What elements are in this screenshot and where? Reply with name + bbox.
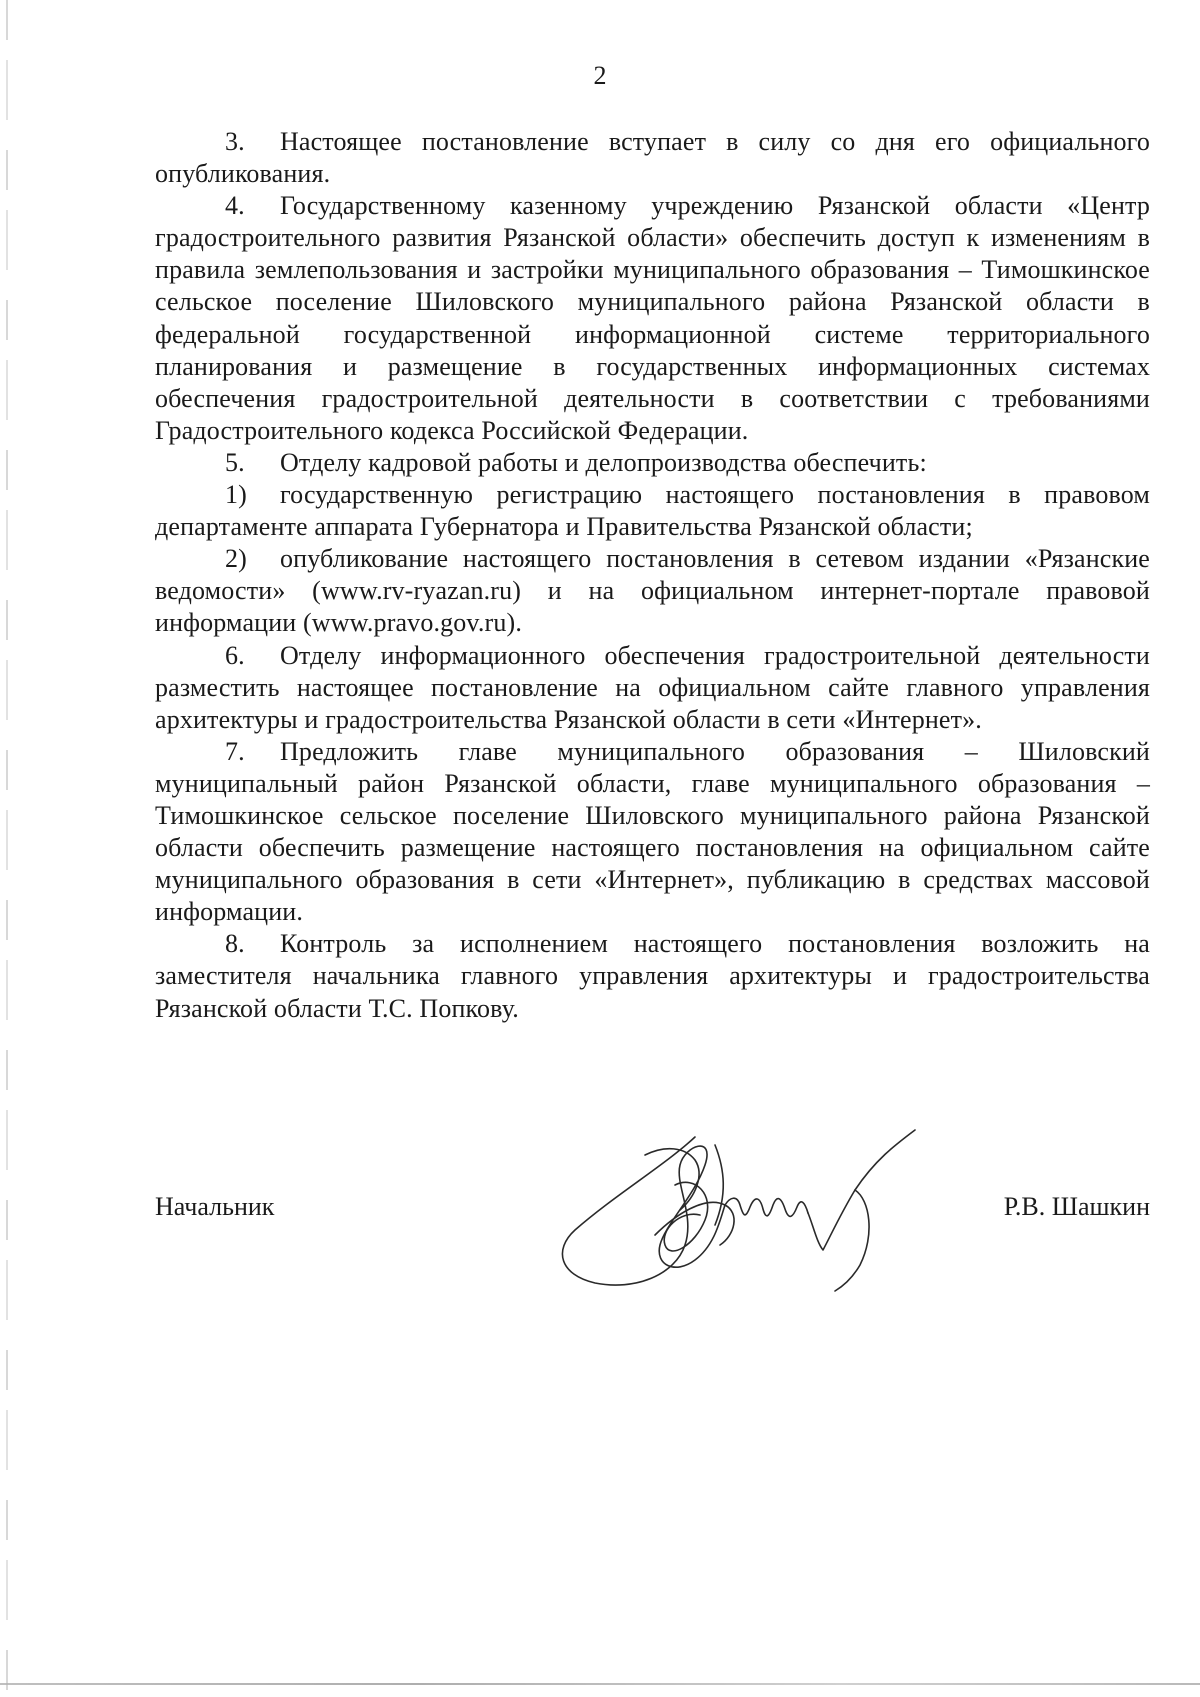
subparagraph-2 — [155, 543, 1150, 639]
paragraph-text: Отделу кадровой работы и делопроизводства обеспечить: — [280, 447, 927, 477]
subparagraph-1 — [155, 479, 1150, 543]
paragraph-6 — [155, 640, 1150, 736]
paragraph-number: 6. — [225, 640, 245, 670]
paragraph-text: Отделу информационного обеспечения градостроительной деятельности разместить настоящее постановление на официальном сайте главного управления архитектуры и градостроительства Рязанской области в сети «Интернет». — [155, 640, 1150, 734]
paragraph-8 — [155, 928, 1150, 1024]
paragraph-7 — [155, 736, 1150, 929]
paragraph-5 — [155, 447, 1150, 479]
paragraph-number: 8. — [225, 929, 245, 959]
paragraph-text: Настоящее постановление вступает в силу со дня его официального опубликования. — [155, 127, 1150, 189]
scan-edge-left — [6, 0, 8, 1697]
paragraph-text: опубликование настоящего постановления в сетевом издании «Рязанские ведомости» (www.rv-ryazan.ru) и на официальном интернет-портале правовой информации (www.pravo.gov.ru). — [155, 544, 1150, 638]
paragraph-text: Контроль за исполнением настоящего постановления возложить на заместителя начальника главного управления архитектуры и градостроительства Рязанской области Т.С. Попкову. — [155, 929, 1150, 1023]
paragraph-number: 7. — [225, 736, 245, 766]
paragraph-number: 4. — [225, 191, 245, 221]
scan-edge-bottom — [0, 1683, 1200, 1685]
signature-block — [155, 1191, 1150, 1231]
paragraph-number: 5. — [225, 447, 245, 477]
paragraph-text: Предложить главе муниципального образования – Шиловский муниципальный район Рязанской области, главе муниципального образования – Тимошкинское сельское поселение Шиловского муниципального района Рязанской области обеспечить размещение настоящего постановления на официальном сайте муниципального образования в сети «Интернет», публикацию в средствах массовой информации. — [155, 736, 1150, 927]
paragraph-text: Государственному казенному учреждению Рязанской области «Центр градостроительного развития Рязанской области» обеспечить доступ к изменениям в правила землепользования и застройки муниципального образования – Тимошкинское сельское поселение Шиловского муниципального района Рязанской области в федеральной государственной информационной системе территориального планирования и размещение в государственных информационных системах обеспечения градостроительной деятельности в соответствии с требованиями Градостроительного кодекса Российской Федерации. — [155, 191, 1150, 445]
paragraph-number: 2) — [225, 544, 247, 574]
paragraph-4 — [155, 190, 1150, 447]
paragraph-3 — [155, 126, 1150, 190]
signer-name: Р.В. Шашкин — [1003, 1192, 1150, 1221]
paragraph-text: государственную регистрацию настоящего постановления в правовом департаменте аппарата Губернатора и Правительства Рязанской области; — [155, 480, 1150, 542]
signer-title: Начальник — [155, 1192, 275, 1221]
document-body — [155, 126, 1150, 1025]
paragraph-number: 3. — [225, 127, 245, 156]
page-number: 2 — [593, 61, 607, 90]
paragraph-number: 1) — [225, 480, 247, 510]
